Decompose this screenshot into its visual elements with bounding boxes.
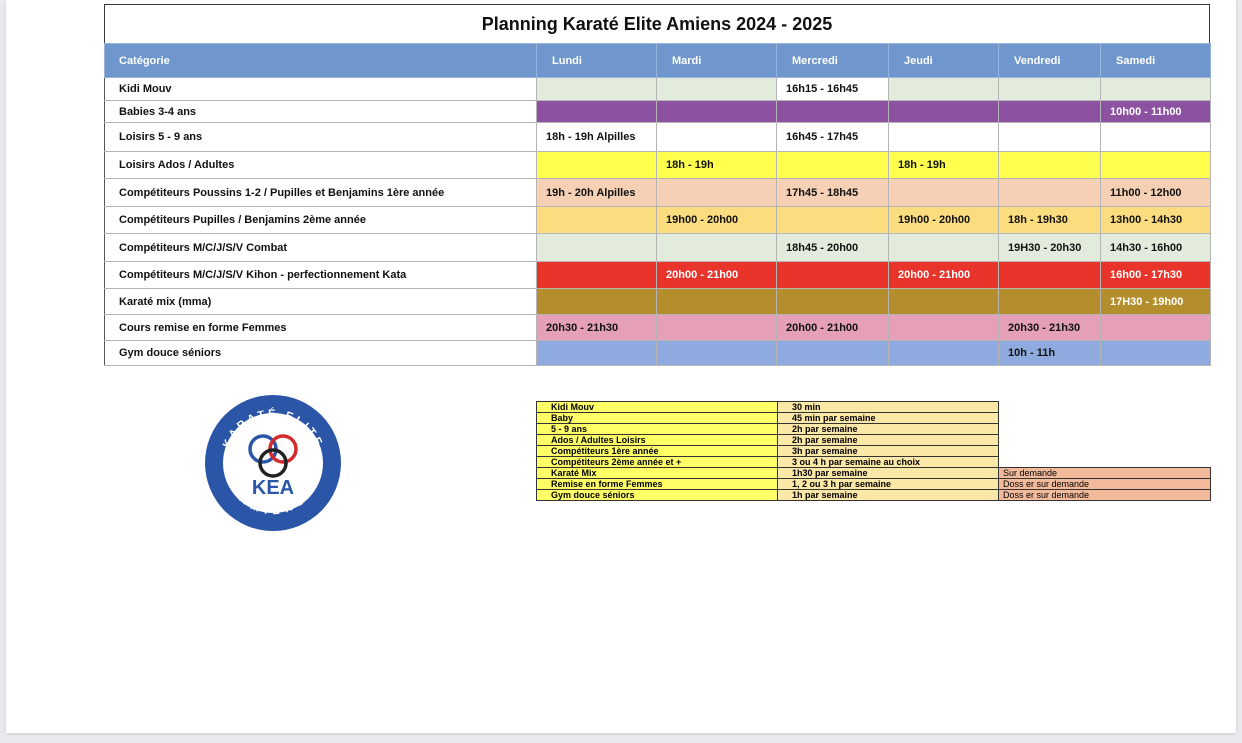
slot-mardi: 20h00 - 21h00	[657, 262, 777, 289]
document-page	[6, 0, 1236, 733]
legend-duration: 3 ou 4 h par semaine au choix	[778, 457, 999, 468]
slot-lundi: 18h - 19h Alpilles	[537, 123, 657, 152]
slot-lundi	[537, 341, 657, 366]
row-category: Compétiteurs Pupilles / Benjamins 2ème année	[105, 207, 537, 234]
slot-vendredi: 18h - 19h30	[999, 207, 1101, 234]
row-category: Cours remise en forme Femmes	[105, 315, 537, 341]
slot-samedi: 14h30 - 16h00	[1101, 234, 1211, 262]
slot-lundi: 19h - 20h Alpilles	[537, 179, 657, 207]
legend-row	[537, 402, 1211, 413]
legend-label: Gym douce séniors	[537, 490, 778, 501]
slot-mercredi	[777, 289, 889, 315]
slot-samedi	[1101, 78, 1211, 101]
logo-bottom-text: AMIENS	[236, 492, 310, 518]
legend-row	[537, 435, 1211, 446]
slot-vendredi	[999, 179, 1101, 207]
slot-samedi: 17H30 - 19h00	[1101, 289, 1211, 315]
schedule-row	[105, 262, 1211, 289]
schedule-row	[105, 78, 1211, 101]
row-category: Kidi Mouv	[105, 78, 537, 101]
header-category: Catégorie	[105, 44, 537, 78]
legend-note: Doss er sur demande	[999, 490, 1211, 501]
slot-jeudi	[889, 179, 999, 207]
header-mardi: Mardi	[657, 44, 777, 78]
row-category: Karaté mix (mma)	[105, 289, 537, 315]
slot-samedi: 16h00 - 17h30	[1101, 262, 1211, 289]
legend-row	[537, 413, 1211, 424]
slot-samedi	[1101, 315, 1211, 341]
slot-mardi: 19h00 - 20h00	[657, 207, 777, 234]
legend-label: Compétiteurs 2ème année et +	[537, 457, 778, 468]
legend-duration: 2h par semaine	[778, 435, 999, 446]
logo-letters: KEA	[251, 477, 295, 499]
legend-note	[999, 457, 1211, 468]
row-category: Babies 3-4 ans	[105, 101, 537, 123]
slot-lundi	[537, 152, 657, 179]
slot-vendredi: 20h30 - 21h30	[999, 315, 1101, 341]
legend-note	[999, 435, 1211, 446]
slot-mardi	[657, 78, 777, 101]
slot-lundi: 20h30 - 21h30	[537, 315, 657, 341]
slot-mercredi	[777, 207, 889, 234]
slot-lundi	[537, 78, 657, 101]
schedule-header-row	[105, 44, 1211, 78]
schedule-row	[105, 101, 1211, 123]
slot-mercredi	[777, 262, 889, 289]
legend-row	[537, 468, 1211, 479]
header-mercredi: Mercredi	[777, 44, 889, 78]
row-category: Loisirs Ados / Adultes	[105, 152, 537, 179]
row-category: Compétiteurs M/C/J/S/V Kihon - perfectionnement Kata	[105, 262, 537, 289]
kea-logo	[203, 393, 343, 533]
legend-note	[999, 446, 1211, 457]
schedule-row	[105, 152, 1211, 179]
legend-label: Compétiteurs 1ère année	[537, 446, 778, 457]
legend-duration: 1h par semaine	[778, 490, 999, 501]
row-category: Compétiteurs M/C/J/S/V Combat	[105, 234, 537, 262]
slot-mardi	[657, 123, 777, 152]
slot-jeudi	[889, 101, 999, 123]
slot-samedi	[1101, 123, 1211, 152]
slot-mardi	[657, 101, 777, 123]
legend-label: Kidi Mouv	[537, 402, 778, 413]
legend-duration: 45 min par semaine	[778, 413, 999, 424]
slot-mercredi	[777, 101, 889, 123]
slot-mercredi: 17h45 - 18h45	[777, 179, 889, 207]
header-samedi: Samedi	[1101, 44, 1211, 78]
slot-vendredi: 10h - 11h	[999, 341, 1101, 366]
schedule-row	[105, 315, 1211, 341]
schedule-row	[105, 289, 1211, 315]
slot-lundi	[537, 234, 657, 262]
slot-mardi	[657, 179, 777, 207]
legend-row	[537, 446, 1211, 457]
legend-note: Sur demande	[999, 468, 1211, 479]
legend-duration: 3h par semaine	[778, 446, 999, 457]
slot-mercredi: 20h00 - 21h00	[777, 315, 889, 341]
slot-lundi	[537, 262, 657, 289]
slot-vendredi	[999, 289, 1101, 315]
legend-duration: 30 min	[778, 402, 999, 413]
slot-vendredi	[999, 152, 1101, 179]
slot-lundi	[537, 289, 657, 315]
legend-note	[999, 424, 1211, 435]
slot-vendredi	[999, 101, 1101, 123]
slot-mercredi	[777, 341, 889, 366]
header-jeudi: Jeudi	[889, 44, 999, 78]
legend-label: Ados / Adultes Loisirs	[537, 435, 778, 446]
slot-mardi	[657, 315, 777, 341]
slot-mercredi: 16h45 - 17h45	[777, 123, 889, 152]
legend-label: 5 - 9 ans	[537, 424, 778, 435]
slot-mardi	[657, 234, 777, 262]
legend-note	[999, 413, 1211, 424]
slot-vendredi	[999, 123, 1101, 152]
legend-row	[537, 479, 1211, 490]
legend-table	[536, 401, 1211, 501]
slot-mardi	[657, 289, 777, 315]
slot-samedi: 11h00 - 12h00	[1101, 179, 1211, 207]
slot-jeudi	[889, 78, 999, 101]
legend-duration: 1h30 par semaine	[778, 468, 999, 479]
legend-row	[537, 424, 1211, 435]
slot-samedi: 10h00 - 11h00	[1101, 101, 1211, 123]
legend-duration: 1, 2 ou 3 h par semaine	[778, 479, 999, 490]
logo-top-text: KARATÉ ELITE	[220, 407, 326, 450]
slot-lundi	[537, 101, 657, 123]
slot-vendredi	[999, 262, 1101, 289]
schedule-row	[105, 207, 1211, 234]
slot-jeudi	[889, 341, 999, 366]
slot-jeudi: 19h00 - 20h00	[889, 207, 999, 234]
slot-jeudi	[889, 315, 999, 341]
schedule-row	[105, 234, 1211, 262]
schedule-table	[104, 43, 1211, 366]
row-category: Compétiteurs Poussins 1-2 / Pupilles et Benjamins 1ère année	[105, 179, 537, 207]
slot-jeudi	[889, 123, 999, 152]
legend-label: Remise en forme Femmes	[537, 479, 778, 490]
legend-label: Karaté Mix	[537, 468, 778, 479]
page-title: Planning Karaté Elite Amiens 2024 - 2025	[104, 4, 1210, 43]
slot-samedi	[1101, 341, 1211, 366]
slot-samedi: 13h00 - 14h30	[1101, 207, 1211, 234]
slot-mardi: 18h - 19h	[657, 152, 777, 179]
slot-jeudi	[889, 234, 999, 262]
legend-row	[537, 457, 1211, 468]
slot-jeudi: 18h - 19h	[889, 152, 999, 179]
legend-note: Doss er sur demande	[999, 479, 1211, 490]
slot-vendredi: 19H30 - 20h30	[999, 234, 1101, 262]
row-category: Loisirs 5 - 9 ans	[105, 123, 537, 152]
schedule-row	[105, 123, 1211, 152]
legend-note	[999, 402, 1211, 413]
slot-mardi	[657, 341, 777, 366]
legend-row	[537, 490, 1211, 501]
legend-label: Baby	[537, 413, 778, 424]
slot-mercredi: 18h45 - 20h00	[777, 234, 889, 262]
header-lundi: Lundi	[537, 44, 657, 78]
slot-vendredi	[999, 78, 1101, 101]
slot-lundi	[537, 207, 657, 234]
slot-mercredi	[777, 152, 889, 179]
schedule-row	[105, 179, 1211, 207]
slot-jeudi: 20h00 - 21h00	[889, 262, 999, 289]
row-category: Gym douce séniors	[105, 341, 537, 366]
header-vendredi: Vendredi	[999, 44, 1101, 78]
slot-mercredi: 16h15 - 16h45	[777, 78, 889, 101]
slot-samedi	[1101, 152, 1211, 179]
legend-duration: 2h par semaine	[778, 424, 999, 435]
schedule-row	[105, 341, 1211, 366]
slot-jeudi	[889, 289, 999, 315]
